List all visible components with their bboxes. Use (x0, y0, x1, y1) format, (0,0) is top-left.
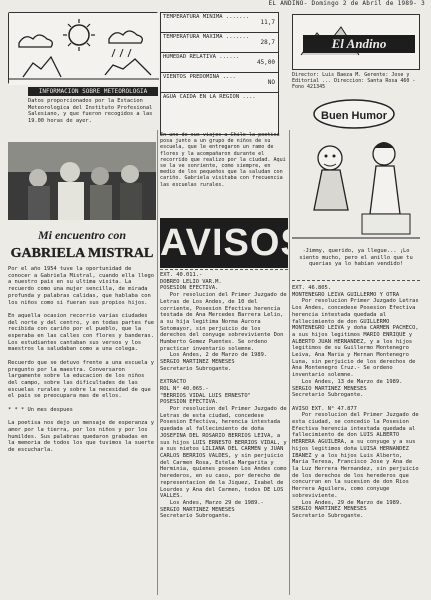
weather-row (161, 93, 278, 113)
avisos-banner: AVISOS (160, 218, 288, 268)
legal-notices-column: EXT. 46.805. MONTENEGRO LEIVA GUILLERMO Y OTRA Por resolucion Primer Juzgado Letras Los Andes, concedese Posesion Efectiva herencia intestada quedada al fallecimiento de don GUILLERMO MONTENEGRO LEIVA y doña CARMEN PACHECO, a sus hijos legitimos MARIO ENRIQUE y ALBERTO JUAN HERNANDEZ, y a los hijos legitimos de su Guillermo Montenegro Leiva, Ana Maria y Hernan Montenegro Luna, sin perjuicio de los derechos de Ana Montenegro Cruz.- Se ordeno inventario solemne. Los Andes, 13 de Marzo de 1989. SERGIO MARTINEZ MENESES Secretario Subrogante. AVISO EXT. N° 47.877 Por resolucion del Primer Juzgado de esta ciudad, se concedio la Posesion Efectiva herencia intestada quedada al fallecimiento de don LUIS ALBERTO HERRERA AGUILERA, a su conyuge y a sus hijos legitimos doña LUISA HERNANDEZ IBANEZ y a los hijos Luis Alberto, Maria Teresa, Francisco Jose y Ana de la Luz Herrera Hernandez, sin perjuicio de los derechos de los herederos que concurran en la sucesion de don Rios Herrera Aguilera, como conyuge sobreviviente. Los Andes, 29 de Marzo de 1989. SERGIO MARTINEZ MENESES Secretario Subrogante. (292, 285, 419, 519)
weather-label: TEMPERATURA MAXIMA ....... (163, 34, 250, 40)
weather-row (161, 73, 278, 93)
weather-row (161, 33, 278, 53)
weather-row (161, 13, 278, 33)
weather-value: 45,00 (256, 59, 275, 66)
weather-value: NO (267, 79, 275, 86)
photo-caption: En uno de sus viajes a Chile la poetisa posa junto a un grupo de niños de su escuela, que le entregaron un ramo de flores y la acompañaron durante el recorrido que realizo por la ciudad. Aqui se la ve sonriente, como siempre, en medio de los pequeños que la saludan con cariño. Gabriela visitaba con frecuencia las escuelas rurales. (160, 132, 286, 188)
headline-line1: Mi encuentro con (37, 228, 127, 242)
cartoon-illustration (292, 92, 420, 244)
article-headline (8, 225, 156, 263)
notice-separator (160, 269, 288, 270)
meteorology-caption: INFORMACION SOBRE METEOROLOGIA (28, 87, 158, 96)
logo-drawing (293, 15, 421, 71)
photo-drawing (8, 142, 156, 220)
weather-row (161, 53, 278, 73)
column-rule (289, 130, 290, 595)
cartoon-title: Buen Humor (321, 110, 387, 122)
gabriela-photo (8, 142, 156, 220)
logo-credits: Director: Luis Baeza M. Gerente: Jose y Editorial ... Direccion: Santa Rosa 460 - Fono 421345 (292, 72, 416, 90)
article-body: Por el año 1954 tuve la oportunidad de conocer a Gabriela Mistral, cuando ella llego a nuestro pais en su ultima visita. La recuerdo como una mujer sencilla, de mirada profunda y palabras calidas, que hablaba con los niños como si fueran sus propios hijos. En aquella ocasion recorrio varias ciudades del norte y del centro, y en todas partes fue recibida con cariño por el pueblo, que la esperaba en las calles con flores y banderas. Los estudiantes cantaban sus versos y los maestros la saludaban como a una colega. Recuerdo que se detuvo frente a una escuela y pregunto por la maestra. Conversaron largamente sobre la educacion de los niños del campo, sobre las dificultades de las escuelas rurales y sobre la necesidad de que el pais se preocupara mas de ellos. * * * Un mes despues La poetisa nos dejo un mensaje de esperanza y amor por la tierra, por los niños y por los humildes. Sus palabras quedaron grabadas en la memoria de todos los que tuvimos la suerte de escucharla. (8, 266, 155, 453)
weather-label: AGUA CAIDA EN LA REGION .... (163, 94, 256, 100)
cartoon-drawing (292, 92, 420, 244)
weather-value: 11,7 (260, 19, 275, 26)
headline-drawing (8, 225, 156, 263)
weather-label: TEMPERATURA MINIMA ....... (163, 14, 250, 20)
headline-line2: GABRIELA MISTRAL (10, 246, 154, 261)
weather-value: 28,7 (260, 39, 275, 46)
newspaper-logo (292, 14, 420, 70)
logo-wordmark: El Andino (331, 36, 387, 51)
weather-label: HUMEDAD RELATIVA ...... (163, 54, 240, 60)
notice-separator (292, 280, 420, 281)
legal-notices-column: EXT. 40.011.- DOBREO LELIO VAR.M. POSESION EFECTIVA. Por resolucion del Primer Juzgado de Letras de Los Andes, de 10 del corriente, Posesion Efectiva herencia testada de Ana Mercedes Barrera Lelio, a su hija legitima Norma Aurora Sotomayor, sin perjuicio de los derechos del conyuge sobreviviente Don Humberto Gomez Puentes. Se ordeno practicar inventario solemne. Los Andes, 2 de Marzo de 1989. SERGIO MARTINEZ MENESES Secretario Subrogante. EXTRACTO ROL N° 40.065.- "BERRIOS VIDAL LUIS ERNESTO" POSESION EFECTIVA. Por resolucion del Primer Juzgado de Letras de esta ciudad, concedese Posesion Efectiva, herencia intestada quedada al fallecimiento de doña JOSEFINA DEL ROSARIO BERRIOS LEIVA, a sus hijos LUIS ERNESTO BERRIOS VIDAL, y a sus nietos LILIANA DEL CARMEN y JUAN CARLOS BERRIOS VALDES, y sin perjuicio del Carmen Rosa, Estela Margarita y Herminia, quienes poseen Los Andes como herederos, en su caso, por derecho de representacion de la Jiquez, Isabel de Lourdes y Ana del Carmen, todos DE LOS VALLES. Los Andes, Marzo 29 de 1989.- SERGIO MARTINEZ MENESES Secretario Subrogante. (160, 272, 287, 520)
weather-drawing (9, 13, 159, 85)
column-rule (157, 130, 158, 595)
meteorology-text: Datos proporcionados por la Estacion Meteorologica del Instituto Profesional Salesiano, y que fueron recogidos a las 19.00 horas de ayer. (28, 98, 153, 124)
newspaper-header: EL ANDINO- Domingo 2 de Abril de 1989- 3 (268, 0, 425, 7)
cartoon-caption: -Jimmy, querido, ya llegue... ¡Lo siento mucho, pero el anillo que tu querias ya lo habian vendido! (299, 248, 413, 268)
meteorology-illustration (8, 12, 158, 84)
weather-table (160, 12, 279, 135)
weather-label: VIENTOS PREDOMINA .... (163, 74, 236, 80)
